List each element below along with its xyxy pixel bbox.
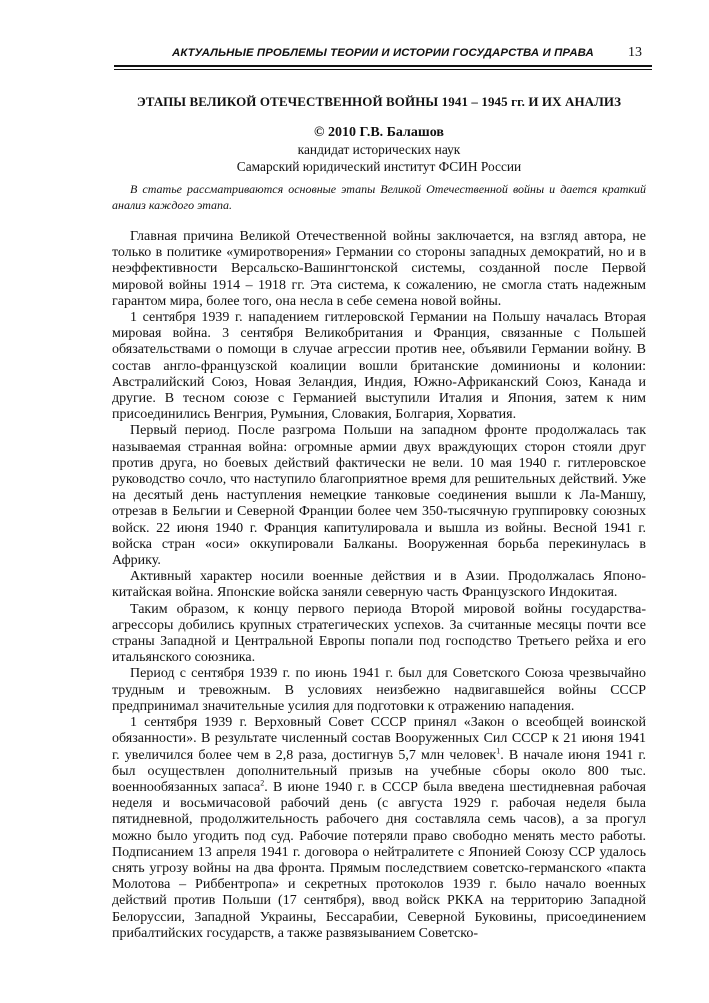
header-rule-thin — [114, 69, 652, 70]
paragraph-4: Активный характер носили военные действия и в Азии. Продолжалась Японо-китайская война. Японские войска заняли северную часть Французского Индокитая. — [112, 569, 646, 601]
page-number: 13 — [628, 45, 642, 60]
abstract: В статье рассматриваются основные этапы Великой Отечественной войны и дается краткий анализ каждого этапа. — [112, 182, 646, 212]
running-header — [114, 44, 652, 64]
paragraph-6: Период с сентября 1939 г. по июнь 1941 г. был для Советского Союза чрезвычайно трудным и тревожным. В условиях неизбежно надвигавшейся войны СССР предпринимал значительные усилия для подготовки к отражению нападения. — [112, 666, 646, 714]
paragraph-7-part-b: . В начале июня 1941 г. был осуществлен дополнительный призыв на учебные сборы около 800 тыс. военнообязанных запаса — [112, 747, 647, 795]
author-institution: Самарский юридический институт ФСИН России — [236, 159, 522, 174]
footnote-ref-2[interactable]: 2 — [260, 778, 265, 788]
author-degree: кандидат исторических наук — [297, 142, 461, 157]
paragraph-7-part-c: . В июне 1940 г. в СССР была введена шестидневная рабочая неделя и восьмичасовой рабочий день (с августа 1929 г. рабочая неделя была пятидневной, продолжительность рабочего дня составляла семь часов), а за прогул можно было угодить под суд. Рабочие потеряли право свободно менять место работы. Подписанием 13 апреля 1941 г. договора о нейтралитете с Японией Союзу ССР удалось снять угрозу войны на два фронта. Прямым последствием советско-германского «пакта Молотова – Риббентропа» и секретных протоколов 1939 г. было начало военных действий против Польши (17 сентября), ввод войск РККА на территорию Западной Белоруссии, Западной Украины, Бессарабии, Северной Буковины, присоединением прибалтийских государств, а также развязыванием Советско- — [112, 779, 646, 941]
journal-title: АКТУАЛЬНЫЕ ПРОБЛЕМЫ ТЕОРИИ И ИСТОРИИ ГОСУДАРСТВА И ПРАВА — [172, 47, 594, 59]
paragraph-7 — [112, 715, 646, 942]
paragraph-1: Главная причина Великой Отечественной войны заключается, на взгляд автора, не только в политике «умиротворения» Германии со стороны западных демократий, но и в неэффективности Версальско-Вашингтонской системы, созданной после Первой мировой войны 1914 – 1918 гг. Эта система, к сожалению, не смогла стать надежным гарантом мира, более того, она несла в себе семена новой войны. — [112, 229, 646, 309]
article — [112, 94, 646, 942]
article-title: ЭТАПЫ ВЕЛИКОЙ ОТЕЧЕСТВЕННОЙ ВОЙНЫ 1941 – 1945 гг. И ИХ АНАЛИЗ — [136, 94, 622, 109]
paragraph-2: 1 сентября 1939 г. нападением гитлеровской Германии на Польшу началась Вторая мировая война. 3 сентября Великобритания и Франция, связанные с Польшей обязательствами о помощи в случае агрессии против нее, объявили Германии войну. В состав англо-французской коалиции вошли британские доминионы и колонии: Австралийский Союз, Новая Зеландия, Индия, Южно-Африканский Союз, Канада и другие. В тесном союзе с Германией выступили Италия и Япония, затем к ним присоединились Венгрия, Румыния, Словакия, Болгария, Хорватия. — [112, 310, 646, 423]
author-line: © 2010 Г.В. Балашов — [314, 125, 444, 140]
header-rule-thick — [114, 65, 652, 67]
paragraph-3: Первый период. После разгрома Польши на западном фронте продолжалась так называемая странная война: огромные армии двух враждующих сторон стояли друг против друга, но боевых действий фактически не вели. 10 мая 1940 г. гитлеровское руководство сочло, что наступило благоприятное время для решительных действий. Уже на десятый день наступления немецкие танковые соединения вышли к Ла-Маншу, отрезав в Бельгии и Северной Франции более чем 350-тысячную группировку союзных войск. 22 июня 1940 г. Франция капитулировала и вышла из войны. Весной 1941 г. войска стран «оси» оккупировали Балканы. Вооруженная борьба перекинулась в Африку. — [112, 423, 646, 569]
article-body — [112, 229, 646, 942]
paragraph-5: Таким образом, к концу первого периода Второй мировой войны государства-агрессоры добились крупных стратегических успехов. За считанные месяцы почти все страны Западной и Центральной Европы попали под господство Третьего рейха и его итальянского союзника. — [112, 601, 646, 666]
footnote-ref-1[interactable]: 1 — [496, 745, 501, 755]
paragraph-7-part-a: 1 сентября 1939 г. Верховный Совет СССР принял «Закон о всеобщей воинской обязанности». В результате численный состав Вооруженных Сил СССР к 21 июня 1941 г. увеличился более чем в 2,8 раза, достигнув 5,7 млн человек — [112, 715, 646, 763]
